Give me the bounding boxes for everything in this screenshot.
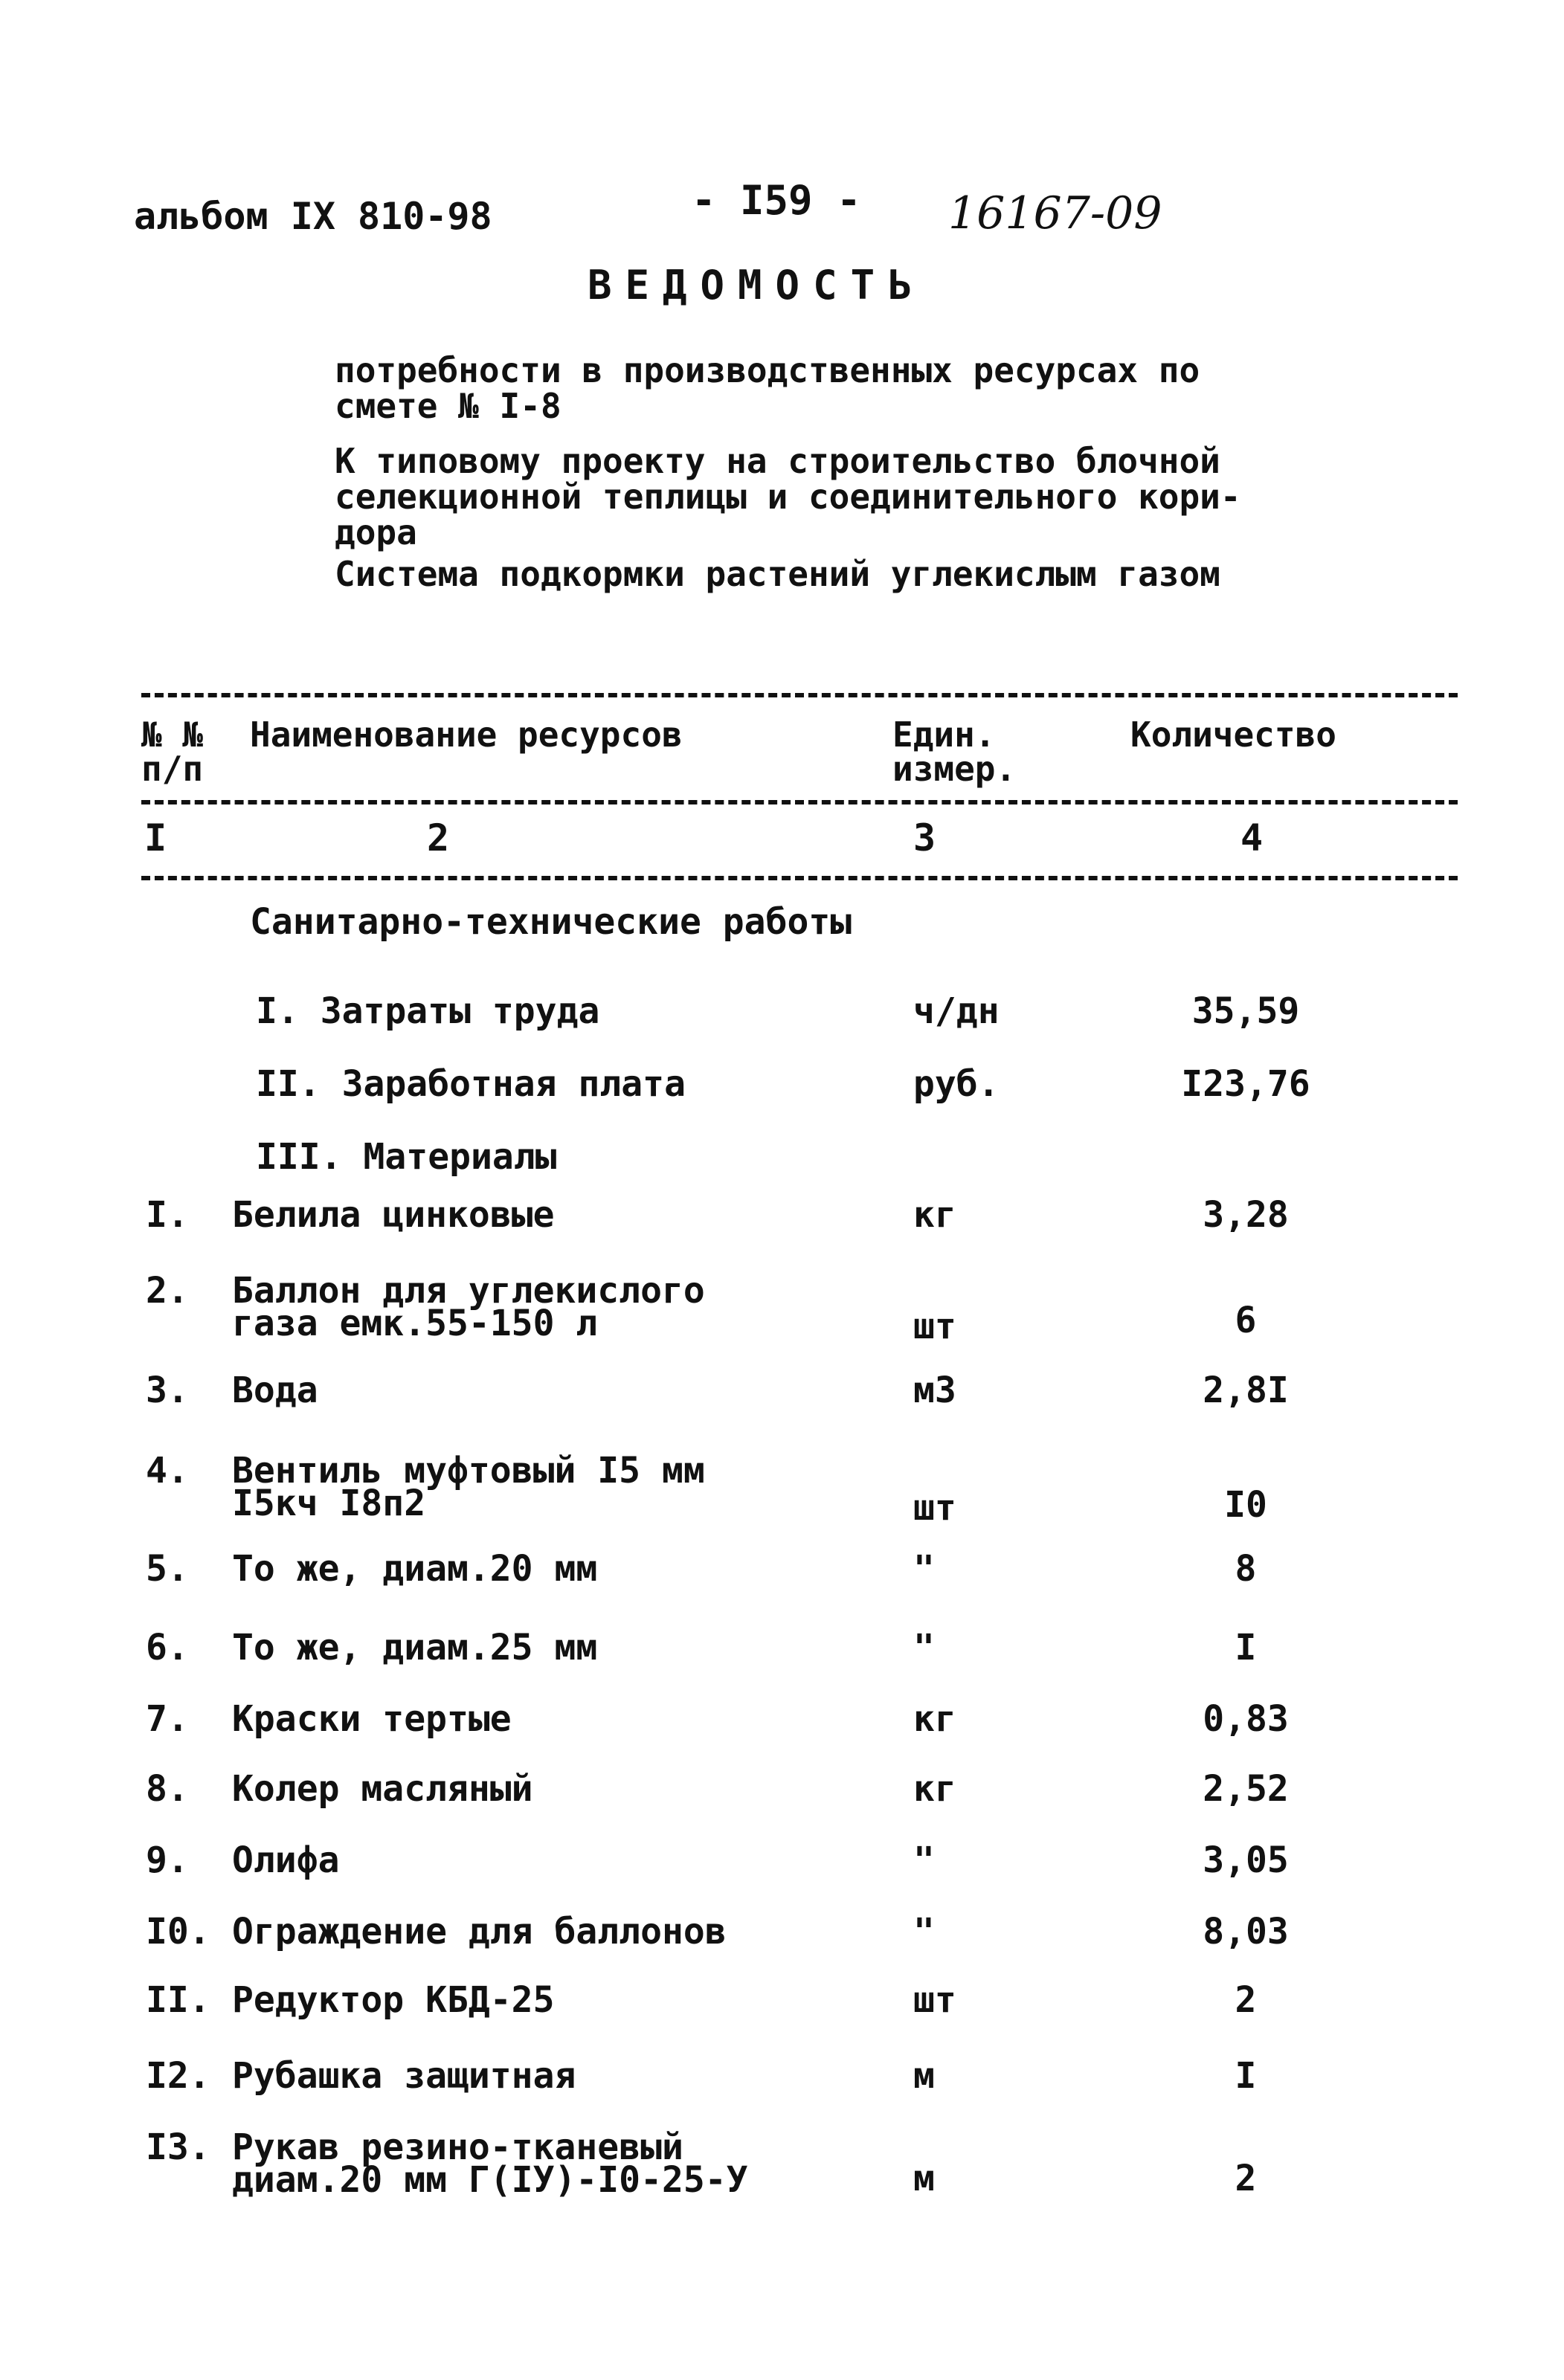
row-name: Вентиль муфтовый I5 мм I5кч I8п2: [232, 1450, 705, 1524]
row-quantity: 6: [1235, 1300, 1257, 1341]
row-unit: шт: [913, 1979, 956, 2021]
page-number: - I59 -: [692, 177, 861, 224]
column-header-number: № № п/п: [141, 715, 204, 789]
row-quantity: 3,05: [1203, 1839, 1289, 1881]
row-name: То же, диам.20 мм: [232, 1548, 598, 1590]
column-header-quantity: Количество: [1130, 715, 1336, 755]
column-number-4: 4: [1240, 816, 1264, 860]
row-number: 7.: [146, 1698, 189, 1740]
description-purpose: потребности в производственных ресурсах по смете № I-8: [335, 350, 1200, 426]
row-unit: ": [913, 1548, 935, 1590]
column-number-2: 2: [427, 816, 450, 860]
row-unit: ": [913, 1911, 935, 1952]
row-quantity: I: [1235, 2055, 1257, 2097]
section-title: Санитарно-технические работы: [250, 901, 852, 943]
row-unit: кг: [913, 1768, 956, 1810]
row-quantity: 3,28: [1203, 1194, 1289, 1236]
row-name: Баллон для углекислого газа емк.55-150 л: [232, 1270, 705, 1344]
row-name: Рукав резино-тканевый диам.20 мм Г(IУ)-I0-25-У: [232, 2126, 748, 2201]
summary-quantity: I23,76: [1181, 1063, 1310, 1105]
row-number: I3.: [146, 2126, 210, 2168]
summary-name: II. Заработная плата: [256, 1063, 686, 1105]
album-label: альбом IX 810-98: [134, 195, 492, 238]
row-unit: м: [913, 2158, 935, 2199]
row-number: 5.: [146, 1548, 189, 1590]
row-name: Краски тертые: [232, 1698, 512, 1740]
row-number: 9.: [146, 1839, 189, 1881]
row-number: I.: [146, 1194, 189, 1236]
column-number-3: 3: [913, 816, 936, 860]
column-header-name: Наименование ресурсов: [250, 715, 683, 755]
row-number: I2.: [146, 2055, 210, 2097]
header-bottom-rule: [141, 800, 1458, 804]
column-numbers-rule: [141, 876, 1458, 880]
row-unit: ": [913, 1839, 935, 1881]
summary-name: III. Материалы: [256, 1136, 557, 1178]
row-number: 6.: [146, 1627, 189, 1668]
row-number: 8.: [146, 1768, 189, 1810]
row-quantity: 2: [1235, 2158, 1257, 2199]
summary-unit: руб.: [913, 1063, 1000, 1105]
summary-unit: ч/дн: [913, 990, 1000, 1032]
row-number: II.: [146, 1979, 210, 2021]
row-name: Белила цинковые: [232, 1194, 555, 1236]
row-quantity: I0: [1224, 1484, 1267, 1526]
row-unit: шт: [913, 1487, 956, 1529]
row-name: Колер масляный: [232, 1768, 533, 1810]
table-top-rule: [141, 693, 1458, 697]
row-quantity: 2,52: [1203, 1768, 1289, 1810]
summary-quantity: 35,59: [1191, 990, 1300, 1032]
row-name: То же, диам.25 мм: [232, 1627, 598, 1668]
row-number: 3.: [146, 1370, 189, 1411]
description-project: К типовому проекту на строительство блочной селекционной теплицы и соединительного кори- дора: [335, 441, 1241, 552]
row-name: Ограждение для баллонов: [232, 1911, 727, 1952]
row-number: 4.: [146, 1450, 189, 1491]
row-quantity: 2,8I: [1203, 1370, 1289, 1411]
row-unit: шт: [913, 1306, 956, 1347]
row-quantity: 2: [1235, 1979, 1257, 2021]
document-title: ВЕДОМОСТЬ: [588, 262, 926, 309]
description-system: Система подкормки растений углекислым газом: [335, 554, 1220, 594]
row-number: 2.: [146, 1270, 189, 1312]
document-code: 16167-09: [948, 187, 1162, 239]
row-number: I0.: [146, 1911, 210, 1952]
row-unit: ": [913, 1627, 935, 1668]
row-unit: м: [913, 2055, 935, 2097]
row-quantity: 8,03: [1203, 1911, 1289, 1952]
row-quantity: I: [1235, 1627, 1257, 1668]
row-unit: м3: [913, 1370, 956, 1411]
column-header-unit: Един. измер.: [892, 715, 1017, 789]
row-name: Редуктор КБД-25: [232, 1979, 555, 2021]
column-number-1: I: [144, 816, 167, 860]
row-name: Олифа: [232, 1839, 340, 1881]
row-unit: кг: [913, 1194, 956, 1236]
row-name: Рубашка защитная: [232, 2055, 576, 2097]
row-name: Вода: [232, 1370, 318, 1411]
summary-name: I. Затраты труда: [256, 990, 600, 1032]
row-quantity: 8: [1235, 1548, 1257, 1590]
row-quantity: 0,83: [1203, 1698, 1289, 1740]
row-unit: кг: [913, 1698, 956, 1740]
